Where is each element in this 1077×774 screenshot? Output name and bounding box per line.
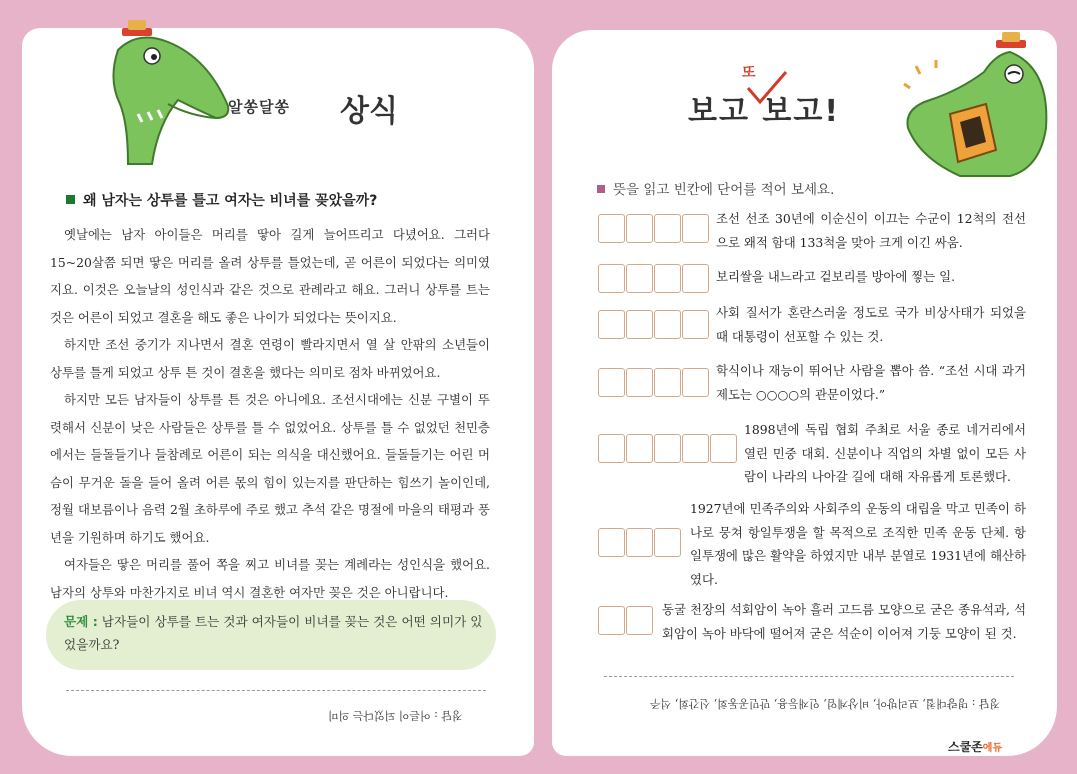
publisher-logo: 스쿨존에듀	[948, 740, 1003, 754]
problem: 문제 : 남자들이 상투를 트는 것과 여자들이 비녀를 꽂는 것은 어떤 의미가 있었을까요?	[64, 614, 483, 652]
corner-title-small: 또	[742, 65, 756, 81]
answer-boxes[interactable]	[598, 264, 710, 293]
answer-upside-right: 정답 : 명량대첩, 보리방아, 비상계엄, 인재등용, 만민공동회, 신간회, 석주	[650, 697, 1001, 710]
answer-boxes[interactable]	[598, 528, 682, 557]
paragraph: 하지만 모든 남자들이 상투를 튼 것은 아니에요. 조선시대에는 신분 구별이 뚜렷해서 신분이 낮은 사람들은 상투를 틀 수 없었어요. 상투를 틀 수 없었던 천민층에서는 들돌들기나 들참례로 어른이 되는 의식을 대신했어요. 들돌들기는 어린 머슴이 무거운 돌을 들어 올려 어른 몫의 힘이 있는지를 판단하는 힘쓰기 놀이인데, 정월 대보름이나 음력 2월 초하루에 주로 했고 추석 같은 명절에 마을의 태평과 풍년을 기원하며 하기도 했어요.	[50, 392, 490, 545]
definition-text: 동굴 천장의 석회암이 녹아 흘러 고드름 모양으로 굳은 종유석과, 석회암이 녹아 바닥에 떨어져 굳은 석순이 이어져 기둥 모양이 된 것.	[662, 602, 1026, 641]
answer-boxes[interactable]	[598, 606, 654, 635]
crocodile-mascot-left	[98, 14, 238, 174]
corner-title: 상식	[340, 94, 398, 129]
body-text	[50, 221, 490, 606]
square-bullet-icon	[597, 185, 605, 193]
paragraph: 여자들은 땋은 머리를 풀어 쪽을 찌고 비녀를 꽂는 계례라는 성인식을 했어요. 남자의 상투와 마찬가지로 비녀 역시 결혼한 여자만 꽂은 것은 아니랍니다.	[50, 557, 490, 600]
definition-text: 보리쌀을 내느라고 겉보리를 방아에 찧는 일.	[716, 269, 956, 284]
answer-boxes[interactable]	[598, 434, 738, 463]
definition-text: 사회 질서가 혼란스러울 정도로 국가 비상사태가 되었을 때 대통령이 선포할 수 있는 것.	[716, 305, 1026, 344]
paragraph: 하지만 조선 중기가 지나면서 결혼 연령이 빨라지면서 열 살 안팎의 소년들이 상투를 틀게 되었고 상투 튼 것이 결혼을 했다는 의미로 점차 바뀌었어요.	[50, 337, 490, 380]
definition-text: 1927년에 민족주의와 사회주의 운동의 대립을 막고 민족이 하나로 뭉쳐 항일투쟁을 할 목적으로 조직한 민족 운동 단체. 항일투쟁에 많은 활약을 하였지만 내부 분열로 1931년에 해산하였다.	[690, 501, 1026, 587]
divider	[604, 676, 1014, 677]
answer-boxes[interactable]	[598, 310, 710, 339]
definition-text: 학식이나 재능이 뛰어난 사람을 뽑아 씀. “조선 시대 과거제도는 ○○○○의 관문이었다.”	[716, 363, 1026, 402]
checkmark-icon	[744, 68, 790, 108]
answer-upside-left: 정답 : 어른이 되었다는 의미	[328, 709, 463, 722]
definition-text: 1898년에 독립 협회 주최로 서울 종로 네거리에서 열린 민중 대회. 신분이나 직업의 차별 없이 모든 사람이 나라의 나아갈 길에 대해 자유롭게 토론했다.	[744, 422, 1026, 484]
definition-text: 조선 선조 30년에 이순신이 이끄는 수군이 12척의 전선으로 왜적 함대 133척을 맞아 크게 이긴 싸움.	[716, 211, 1026, 250]
corner-title: 보고 보고!	[688, 94, 841, 129]
crocodile-mascot-right	[900, 28, 1050, 178]
answer-boxes[interactable]	[598, 368, 710, 397]
instruction: 뜻을 읽고 빈칸에 단어를 적어 보세요.	[597, 178, 834, 198]
answer-boxes[interactable]	[598, 214, 710, 243]
paragraph: 옛날에는 남자 아이들은 머리를 땋아 길게 늘어뜨리고 다녔어요. 그러다 15~20살쯤 되면 땋은 머리를 올려 상투를 틀었는데, 곧 어른이 되었다는 의미였지요. 이것은 오늘날의 성인식과 같은 것으로 관례라고 해요. 그러니 상투를 트는 것은 어른이 되었고 결혼을 해도 좋은 나이가 되었다는 뜻이지요.	[50, 227, 490, 325]
corner-title-small: 알쏭달쏭	[228, 98, 290, 116]
green-square-icon	[66, 195, 75, 204]
divider	[66, 690, 486, 691]
problem-text: 남자들이 상투를 트는 것과 여자들이 비녀를 꽂는 것은 어떤 의미가 있었을까요?	[64, 614, 483, 652]
question-title: 왜 남자는 상투를 틀고 여자는 비녀를 꽂았을까?	[66, 190, 377, 210]
